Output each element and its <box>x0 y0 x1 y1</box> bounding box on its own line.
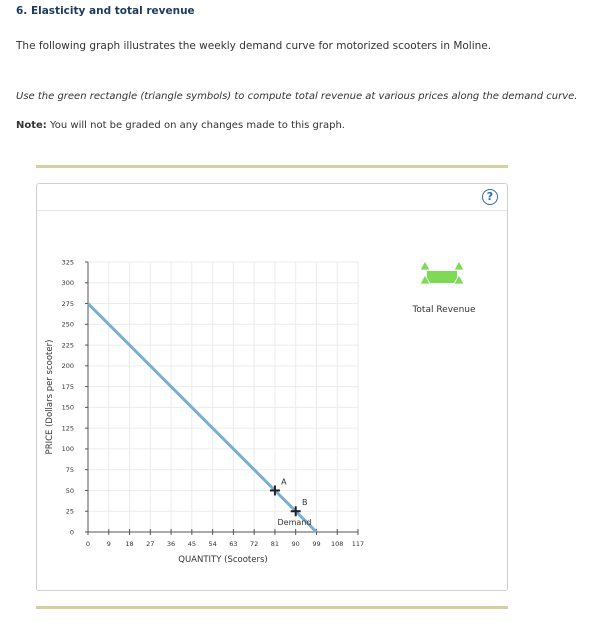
y-tick-label: 50 <box>65 486 74 495</box>
bottom-divider <box>36 606 508 609</box>
x-tick-label: 54 <box>208 540 217 548</box>
x-tick-label: 0 <box>85 540 91 548</box>
top-divider <box>36 165 508 168</box>
graph-panel <box>36 183 508 591</box>
point-label: B <box>301 498 308 508</box>
y-tick-label: 275 <box>61 299 74 308</box>
point-label: A <box>281 477 287 487</box>
x-tick-label: 108 <box>331 540 344 548</box>
intro-text: The following graph illustrates the weekly demand curve for motorized scooters in Moline. <box>16 40 492 52</box>
total-revenue-tool[interactable] <box>411 261 476 315</box>
y-tick-label: 175 <box>61 382 74 391</box>
demand-label: Demand <box>277 518 312 527</box>
x-tick-label: 36 <box>166 540 176 548</box>
help-icon[interactable]: ? <box>482 189 498 205</box>
x-tick-label: 90 <box>291 540 300 548</box>
chart-grid <box>88 262 358 532</box>
demand-chart <box>37 184 507 590</box>
y-tick-label: 325 <box>61 258 74 267</box>
triangle-icon[interactable] <box>420 261 430 270</box>
y-tick-label: 250 <box>61 320 74 329</box>
note-label: Note: <box>16 120 47 131</box>
triangle-icon[interactable] <box>454 261 464 270</box>
y-tick-label: 75 <box>65 465 74 474</box>
y-tick-label: 150 <box>61 403 74 412</box>
chart-axes <box>88 262 358 532</box>
y-ticks <box>62 258 88 536</box>
revenue-rectangle[interactable] <box>427 271 457 283</box>
y-tick-label: 0 <box>69 528 74 537</box>
x-tick-label: 27 <box>146 540 155 548</box>
x-tick-label: 45 <box>187 540 196 548</box>
instruction-text: Use the green rectangle (triangle symbols) to compute total revenue at various prices along the demand curve. <box>16 91 578 102</box>
x-tick-label: 99 <box>312 540 321 548</box>
y-tick-label: 200 <box>61 362 74 371</box>
chart-series <box>88 304 316 532</box>
x-tick-label: 9 <box>106 540 111 548</box>
x-tick-label: 63 <box>229 540 238 548</box>
y-tick-label: 25 <box>65 507 74 516</box>
y-tick-label: 100 <box>61 445 74 454</box>
y-tick-label: 125 <box>61 424 74 433</box>
legend-label-total-revenue: Total Revenue <box>412 305 476 315</box>
x-tick-label: 117 <box>351 540 365 548</box>
demand-curve-line <box>88 304 316 532</box>
note-body: You will not be graded on any changes made to this graph. <box>50 120 345 131</box>
y-tick-label: 225 <box>61 341 74 350</box>
x-axis-title: QUANTITY (Scooters) <box>178 555 268 565</box>
y-tick-label: 300 <box>61 279 74 288</box>
x-tick-label: 18 <box>125 540 134 548</box>
y-axis-title: PRICE (Dollars per scooter) <box>45 339 55 455</box>
note-text <box>16 120 345 131</box>
x-tick-label: 72 <box>250 540 259 548</box>
x-tick-label: 81 <box>270 540 280 548</box>
chart-points <box>270 477 308 516</box>
page-title: 6. Elasticity and total revenue <box>16 5 195 17</box>
